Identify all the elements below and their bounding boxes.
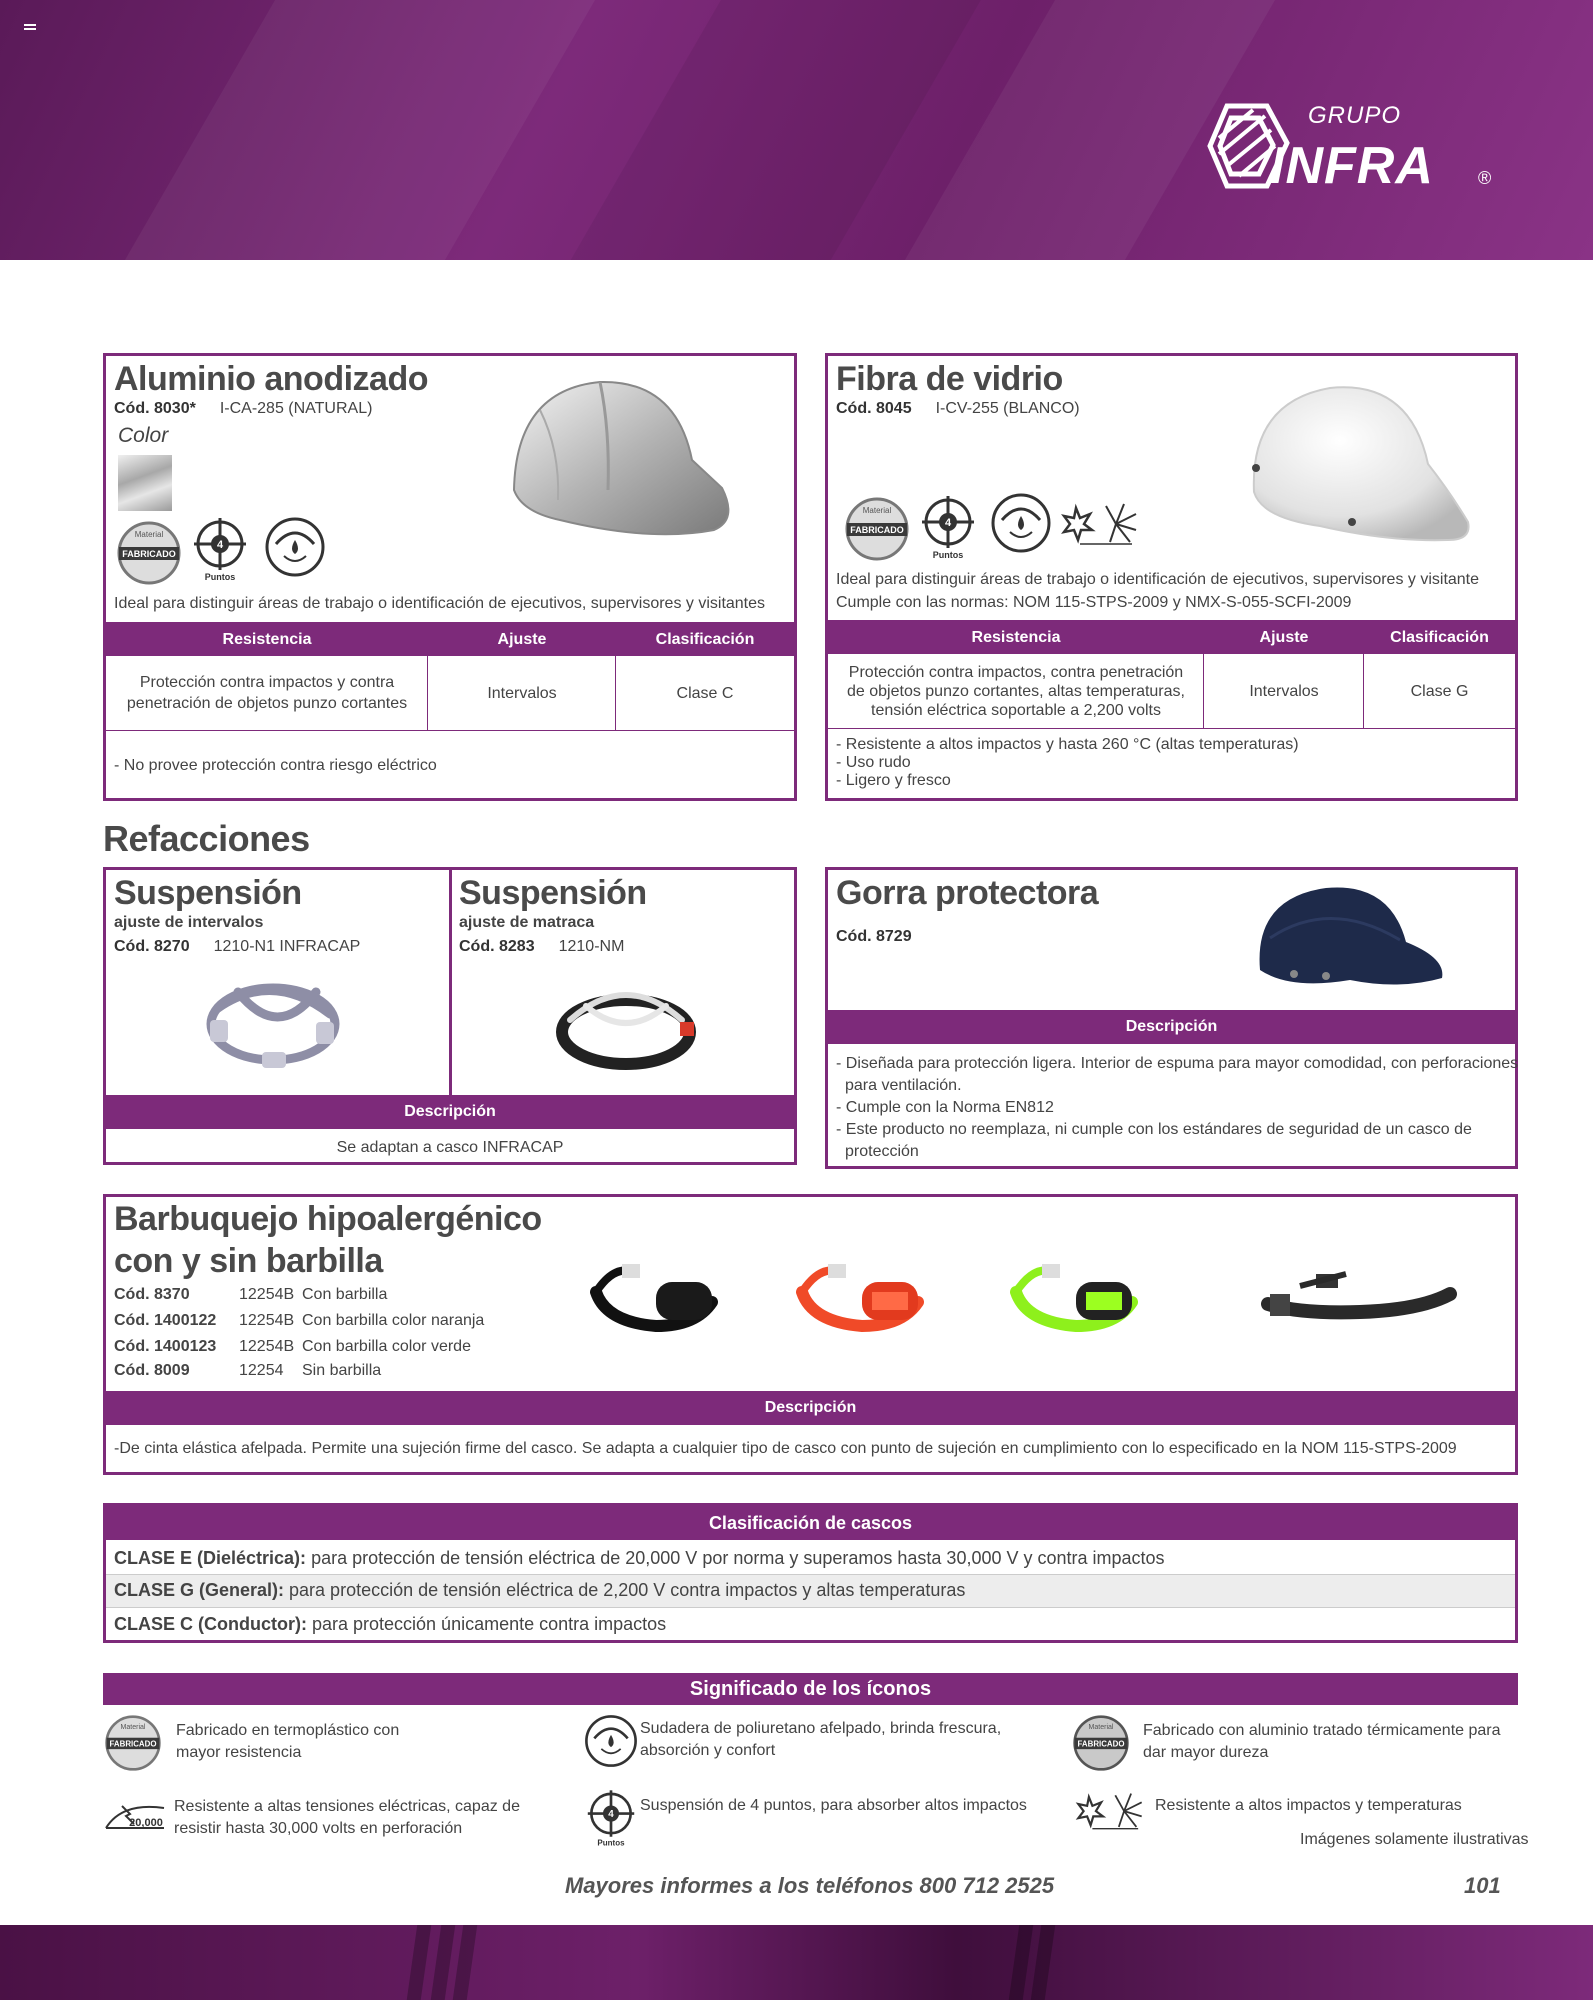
classification-header: Clasificación de cascos — [106, 1506, 1515, 1540]
product-note: protección — [845, 1143, 919, 1160]
svg-text:Material: Material — [134, 530, 164, 539]
chinstrap-item-code: Cód. 8370 — [114, 1286, 190, 1303]
fabricado-aluminio-icon — [1072, 1714, 1130, 1772]
svg-text:4: 4 — [216, 539, 224, 551]
svg-text:Puntos: Puntos — [204, 572, 236, 582]
logo-infra-text: INFRA — [1270, 137, 1434, 195]
chinstrap-black-image — [586, 1252, 726, 1342]
table-cell-resistencia: Protección contra impactos, contra penetración de objetos punzo cortantes, altas temperaturas, tensión eléctrica soportable a 2,200 volts — [847, 663, 1185, 719]
sweatband-icon — [988, 490, 1054, 556]
chinstrap-item-model: 12254B — [239, 1312, 295, 1329]
svg-text:Material: Material — [1088, 1723, 1114, 1731]
icon-legend-text: Resistente a altas tensiones eléctricas, capaz de resistir hasta 30,000 volts en perforación — [174, 1798, 520, 1837]
icon-legend-text: Suspensión de 4 puntos, para absorber altos impactos — [640, 1797, 1027, 1814]
chinstrap-item-model: 12254 — [239, 1362, 284, 1379]
page-number: 101 — [1464, 1873, 1501, 1898]
table-cell-ajuste: Intervalos — [487, 684, 557, 702]
suspension-subtitle: ajuste de intervalos — [114, 914, 264, 931]
suspension-ratchet-image — [552, 970, 702, 1080]
product-title: Fibra de vidrio — [836, 360, 1063, 398]
four-points-suspension-icon — [586, 1788, 636, 1848]
product-note: - Cumple con la Norma EN812 — [836, 1099, 1054, 1116]
product-code: Cód. 8030* I-CA-285 (NATURAL) — [114, 400, 373, 417]
table-cell-resistencia: Protección contra impactos y contra penetración de objetos punzo cortantes — [126, 674, 408, 712]
color-swatch-aluminum — [118, 455, 172, 511]
menu-icon[interactable] — [24, 24, 36, 33]
icon-legend-text: Fabricado en termoplástico con mayor resistencia — [176, 1722, 400, 1761]
sweatband-icon — [582, 1712, 640, 1770]
suspension-intervals-image — [198, 962, 348, 1082]
product-description: Ideal para distinguir áreas de trabajo o identificación de ejecutivos, supervisores y visitantes — [114, 595, 766, 612]
helmet-white-image — [1240, 372, 1480, 572]
product-note: - Este producto no reemplaza, ni cumple con los estándares de seguridad de un casco de — [836, 1121, 1472, 1138]
high-voltage-icon — [102, 1798, 168, 1834]
fabricado-material-icon — [104, 1714, 162, 1772]
product-note: - Uso rudo — [836, 754, 911, 771]
table-header-resistencia: Resistencia — [971, 628, 1061, 646]
product-title: Gorra protectora — [836, 874, 1099, 912]
disclaimer-text: Imágenes solamente ilustrativas — [1300, 1831, 1529, 1848]
chinstrap-item-model: 12254B — [239, 1286, 295, 1303]
suspension-code: Cód. 8283 1210-NM — [459, 938, 625, 955]
chinstrap-item-desc: Con barbilla color verde — [302, 1338, 471, 1355]
suspension-title: Suspensión — [114, 874, 302, 912]
chinstrap-green-image — [1006, 1252, 1146, 1342]
contact-phone-text: Mayores informes a los teléfonos 800 712 2525 — [565, 1873, 1055, 1898]
fabricado-material-icon — [116, 520, 182, 586]
chinstrap-item-code: Cód. 8009 — [114, 1362, 190, 1379]
fabricado-material-icon — [844, 496, 910, 562]
bump-cap-image — [1250, 878, 1450, 1002]
table-cell-ajuste: Intervalos — [1249, 682, 1319, 700]
four-points-suspension-icon — [920, 494, 976, 560]
product-code: Cód. 8729 — [836, 928, 912, 945]
logo-grupo-text: GRUPO — [1308, 102, 1402, 129]
svg-text:Material: Material — [862, 506, 892, 515]
classification-row-g-text: CLASE G (General): para protección de tensión eléctrica de 2,200 V contra impactos y altas temperaturas — [114, 1580, 966, 1600]
impact-temperature-icon — [1074, 1790, 1146, 1834]
svg-text:Puntos: Puntos — [597, 1838, 625, 1848]
description-header: Descripción — [828, 1010, 1515, 1044]
sweatband-icon — [262, 514, 328, 580]
svg-text:4: 4 — [608, 1809, 614, 1821]
chinstrap-item-desc: Con barbilla color naranja — [302, 1312, 485, 1329]
suspension-code: Cód. 8270 1210-N1 INFRACAP — [114, 938, 361, 955]
suspension-title: Suspensión — [459, 874, 647, 912]
table-cell-clasificacion: Clase G — [1410, 682, 1469, 700]
icon-legend-text: Fabricado con aluminio tratado térmicamente para dar mayor dureza — [1143, 1722, 1501, 1761]
product-code: Cód. 8045 I-CV-255 (BLANCO) — [836, 400, 1080, 417]
product-note: - No provee protección contra riesgo eléctrico — [114, 757, 437, 774]
logo-registered-mark: ® — [1478, 168, 1492, 188]
product-note: - Diseñada para protección ligera. Interior de espuma para mayor comodidad, con perforaciones — [836, 1055, 1519, 1072]
color-label: Color — [118, 424, 169, 447]
chinstrap-item-desc: Con barbilla — [302, 1286, 388, 1303]
footer-bar — [0, 1925, 1593, 2000]
table-header-ajuste: Ajuste — [497, 630, 547, 648]
helmet-silver-image — [500, 370, 744, 570]
classification-row-e-text: CLASE E (Dieléctrica): para protección de tensión eléctrica de 20,000 V por norma y superamos hasta 30,000 V y contra impactos — [114, 1548, 1165, 1568]
product-description: Ideal para distinguir áreas de trabajo o identificación de ejecutivos, supervisores y visitante — [836, 571, 1480, 588]
svg-text:Material: Material — [120, 1723, 146, 1731]
product-title-line-2: con y sin barbilla — [114, 1242, 383, 1280]
description-text: -De cinta elástica afelpada. Permite una sujeción firme del casco. Se adapta a cualquier tipo de casco con punto de sujeción en cumplimiento con lo especificado en la NOM 115-STPS-2009 — [114, 1440, 1457, 1457]
description-header: Descripción — [106, 1391, 1515, 1425]
chinstrap-no-chin-image — [1260, 1264, 1460, 1334]
product-note: - Ligero y fresco — [836, 772, 951, 789]
chinstrap-item-desc: Sin barbilla — [302, 1362, 382, 1379]
page-header — [0, 0, 1593, 260]
chinstrap-item-code: Cód. 1400122 — [114, 1312, 217, 1329]
impact-temperature-icon — [1060, 500, 1140, 550]
suspension-subtitle: ajuste de matraca — [459, 914, 595, 931]
svg-text:FABRICADO: FABRICADO — [850, 525, 904, 535]
description-header: Descripción — [106, 1095, 794, 1129]
chinstrap-orange-image — [792, 1252, 932, 1342]
icons-legend-header: Significado de los íconos — [103, 1673, 1518, 1705]
product-title: Barbuquejo hipoalergénico — [114, 1200, 542, 1238]
chinstrap-item-code: Cód. 1400123 — [114, 1338, 217, 1355]
table-cell-clasificacion: Clase C — [676, 684, 734, 702]
table-header-ajuste: Ajuste — [1259, 628, 1309, 646]
svg-text:4: 4 — [944, 517, 952, 529]
icon-legend-text: Resistente a altos impactos y temperaturas — [1155, 1797, 1462, 1814]
svg-text:20,000: 20,000 — [129, 1817, 163, 1829]
product-norms: Cumple con las normas: NOM 115-STPS-2009 y NMX-S-055-SCFI-2009 — [836, 594, 1352, 611]
product-title: Aluminio anodizado — [114, 360, 428, 398]
description-text: Se adaptan a casco INFRACAP — [336, 1138, 564, 1156]
table-header-clasificacion: Clasificación — [1390, 628, 1489, 646]
classification-row-c-text: CLASE C (Conductor): para protección únicamente contra impactos — [114, 1614, 667, 1634]
four-points-suspension-icon — [192, 516, 248, 582]
svg-text:FABRICADO: FABRICADO — [122, 549, 176, 559]
icon-legend-text: Sudadera de poliuretano afelpado, brinda frescura, absorción y confort — [640, 1720, 1002, 1759]
product-note: para ventilación. — [845, 1077, 962, 1094]
table-header-clasificacion: Clasificación — [655, 630, 755, 648]
svg-text:Puntos: Puntos — [932, 550, 964, 560]
product-note: - Resistente a altos impactos y hasta 260 °C (altas temperaturas) — [836, 736, 1299, 753]
svg-text:FABRICADO: FABRICADO — [109, 1739, 157, 1749]
section-heading-refacciones: Refacciones — [103, 818, 310, 859]
chinstrap-item-model: 12254B — [239, 1338, 295, 1355]
svg-text:FABRICADO: FABRICADO — [1077, 1739, 1125, 1749]
table-header-resistencia: Resistencia — [222, 630, 312, 648]
